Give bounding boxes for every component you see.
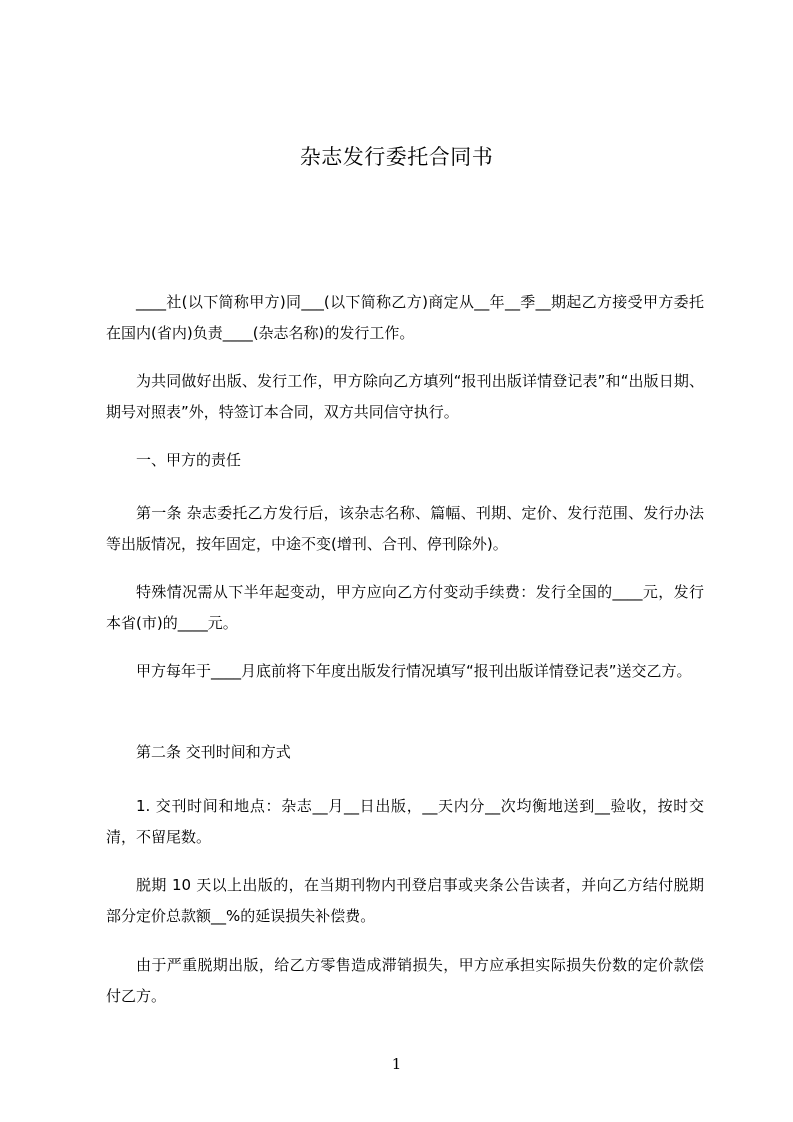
page-number: 1 <box>391 1055 402 1073</box>
paragraph-parties: ____社(以下简称甲方)同___(以下简称乙方)商定从__年__季__期起乙方接受甲方委托在国内(省内)负责____(杂志名称)的发行工作。 <box>106 293 704 342</box>
paragraph-delay-compensation: 脱期 10 天以上出版的，在当期刊物内刊登启事或夹条公告读者，并向乙方结付脱期部分定价总款额__%的延误损失补偿费。 <box>106 876 704 925</box>
paragraph-purpose: 为共同做好出版、发行工作，甲方除向乙方填列“报刊出版详情登记表”和“出版日期、期号对照表”外，特签订本合同，双方共同信守执行。 <box>106 372 704 421</box>
section-heading-party-a: 一、甲方的责任 <box>136 451 242 469</box>
paragraph-change-fee: 特殊情况需从下半年起变动，甲方应向乙方付变动手续费：发行全国的____元，发行本省(市)的____元。 <box>106 583 704 632</box>
document-title: 杂志发行委托合同书 <box>299 145 494 169</box>
paragraph-annual-report: 甲方每年于____月底前将下年度出版发行情况填写“报刊出版详情登记表”送交乙方。 <box>136 662 692 680</box>
paragraph-delivery-time: 1. 交刊时间和地点：杂志__月__日出版，__天内分__次均衡地送到__验收，按时交清，不留尾数。 <box>106 797 704 846</box>
paragraph-severe-delay: 由于严重脱期出版，给乙方零售造成滞销损失，甲方应承担实际损失份数的定价款偿付乙方。 <box>106 956 704 1005</box>
section-heading-article-2: 第二条 交刊时间和方式 <box>136 743 291 761</box>
paragraph-article-1: 第一条 杂志委托乙方发行后，该杂志名称、篇幅、刊期、定价、发行范围、发行办法等出版情况，按年固定，中途不变(增刊、合刊、停刊除外)。 <box>106 504 704 553</box>
